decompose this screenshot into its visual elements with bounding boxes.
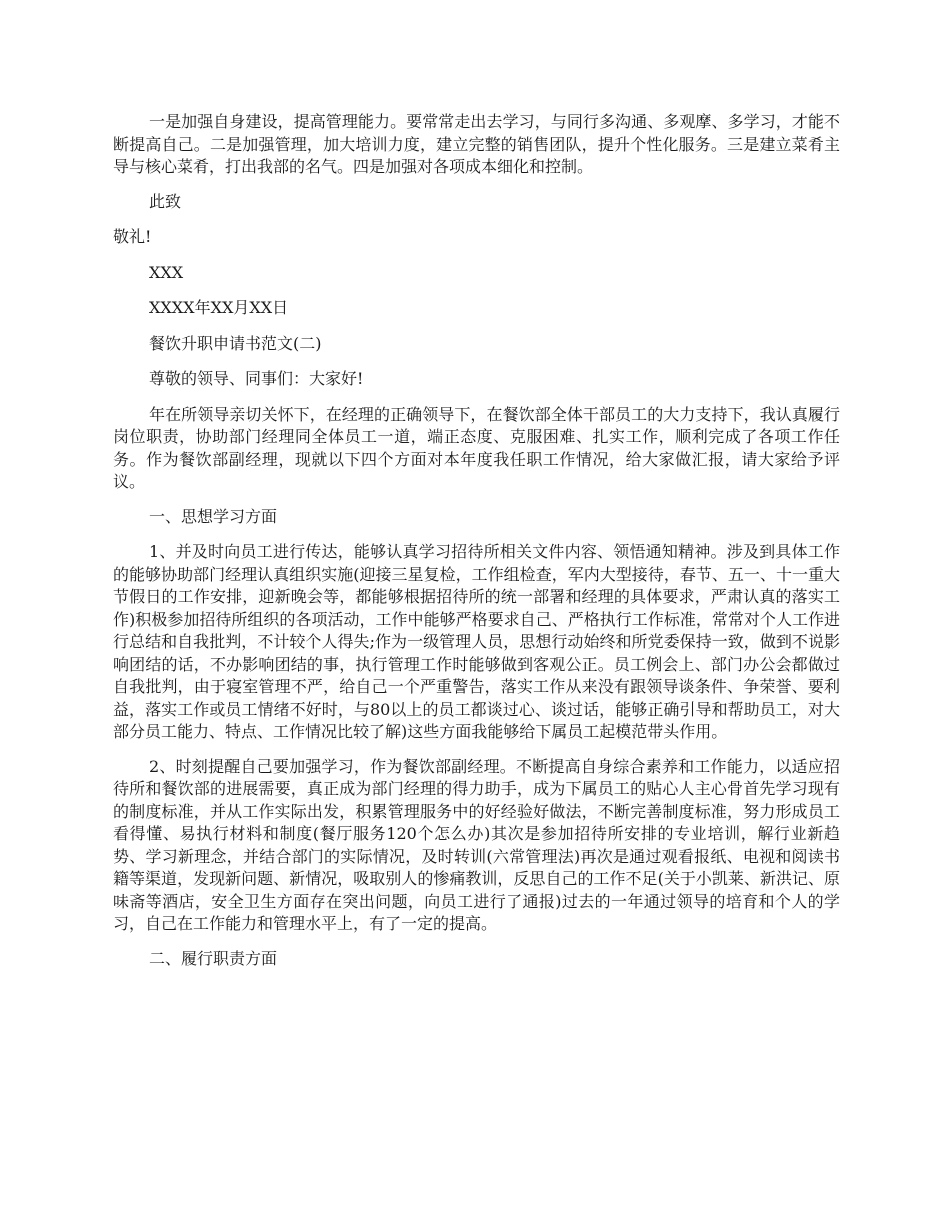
signature-date: XXXX年XX月XX日 bbox=[149, 298, 289, 317]
greeting: 尊敬的领导、同事们：大家好! bbox=[149, 369, 364, 388]
paragraph-intro: 年在所领导亲切关怀下，在经理的正确领导下，在餐饮部全体干部员工的大力支持下，我认真履行岗位职责，协助部门经理同全体员工一道，端正态度、克服困难、扎实工作，顺利完成了各项工作任务。作为餐饮部副经理，现就以下四个方面对本年度我任职工作情况，给大家做汇报，请大家给予评议。 bbox=[113, 404, 840, 491]
section-title: 餐饮升职申请书范文(二) bbox=[149, 333, 322, 353]
closing-salutation: 此致 bbox=[149, 191, 182, 211]
paragraph-item-1: 1、并及时向员工进行传达，能够认真学习招待所相关文件内容、领悟通知精神。涉及到具体工作的能够协助部门经理认真组织实施(迎接三星复检，工作组检查，军内大型接待，春节、五一、十一重大节假日的工作安排，迎新晚会等，都能够根据招待所的统一部署和经理的具体要求，严肃认真的落实工作)积极参加招待所组织的各项活动，工作中能够严格要求自己、严格执行工作标准，常常对个人工作进行总结和自我批判，不计较个人得失;作为一级管理人员，思想行动始终和所党委保持一致，做到不说影响团结的话，不办影响团结的事，执行管理工作时能够做到客观公正。员工例会上、部门办公会都做过自我批判，由于寝室管理不严，给自己一个严重警告，落实工作从来没有跟领导谈条件、争荣誉、要利益，落实工作或员工情绪不好时，与80以上的员工都谈过心、谈过话，能够正确引导和帮助员工，对大部分员工能力、特点、工作情况比较了解)这些方面我能够给下属员工起模范带头作用。 bbox=[113, 542, 840, 741]
paragraph-item-2: 2、时刻提醒自己要加强学习，作为餐饮部副经理。不断提高自身综合素养和工作能力，以适应招待所和餐饮部的进展需要，真正成为部门经理的得力助手，成为下属员工的贴心人主心骨首先学习现有的制度标准，并从工作实际出发，积累管理服务中的好经验好做法，不断完善制度标准，努力形成员工看得懂、易执行材料和制度(餐厅服务120个怎么办)其次是参加招待所安排的专业培训，解行业新趋势、学习新理念，并结合部门的实际情况，及时转训(六常管理法)再次是通过观看报纸、电视和阅读书籍等渠道，发现新问题、新情况，吸取别人的惨痛教训，反思自己的工作不足(关于小凯莱、新洪记、原味斋等酒店，安全卫生方面存在突出问题，向员工进行了通报)过去的一年通过领导的培育和个人的学习，自己在工作能力和管理水平上，有了一定的提高。 bbox=[113, 756, 840, 933]
heading-duties: 二、履行职责方面 bbox=[149, 948, 278, 968]
closing-regards: 敬礼! bbox=[113, 227, 152, 246]
signature-name: XXX bbox=[149, 262, 184, 282]
heading-thought-study: 一、思想学习方面 bbox=[149, 506, 278, 526]
paragraph-management-plan: 一是加强自身建设，提高管理能力。要常常走出去学习，与同行多沟通、多观摩、多学习，才能不断提高自己。二是加强管理，加大培训力度，建立完整的销售团队，提升个性化服务。三是建立菜肴主导与核心菜肴，打出我部的名气。四是加强对各项成本细化和控制。 bbox=[113, 112, 840, 176]
document-body bbox=[113, 111, 840, 982]
